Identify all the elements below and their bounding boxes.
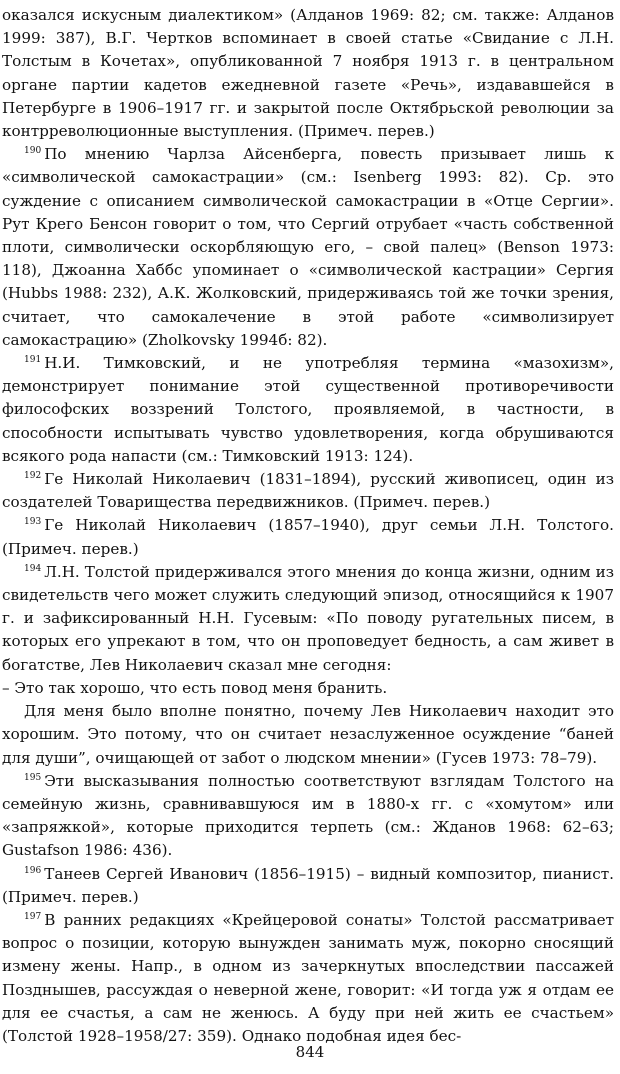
page-number: 844 xyxy=(295,1043,325,1061)
footnote-number: 197 xyxy=(24,911,42,922)
quote-line: – Это так хорошо, что есть повод меня бранить. xyxy=(2,678,388,697)
footnote-196: $^{196}$ Танеев Сергей Иванович (1856–1915) – видный композитор, пианист. (Примеч. перев.) xyxy=(2,864,614,906)
footnote-number: 195 xyxy=(24,772,42,783)
quote-paragraph: Для меня было вполне понятно, почему Лев Николаевич находит это хорошим. Это потому, что он считает незаслуженное осуждение “баней для души”, очищающей от забот о людском мнении» (Гусев 1973: 78–79). xyxy=(2,702,614,767)
footnote-195: $^{195}$ Эти высказывания полностью соответствуют взглядам Толстого на семейную жизнь, сравнивавшуюся им в 1880-х гг. с «хомутом» или «запряжкой», которые приходится терпеть (см.: Жданов 1968: 62–63; Gustafson 1986: 436). xyxy=(2,771,614,860)
footnote-191: $^{191}$ Н.И. Тимковский, и не употребляя термина «мазохизм», демонстрирует понимание этой существенной противоречивости философских воззрений Толстого, проявляемой, в частности, в способности испытывать чувство удовлетворения, когда обрушиваются всякого рода напасти (см.: Тимковский 1913: 124). xyxy=(2,354,614,465)
footnote-number: 190 xyxy=(24,146,42,157)
footnote-194: $^{194}$ Л.Н. Толстой придерживался этого мнения до конца жизни, одним из свидетельств чего может служить следующий эпизод, относящийся к 1907 г. и зафиксированный Н.Н. Гусевым: «По поводу ругательных писем, в которых его упрекают в том, что он проповедует бедность, а сам живет в богатстве, Лев Николаевич сказал мне сегодня: xyxy=(2,562,614,674)
footnote-192: $^{192}$ Ге Николай Николаевич (1831–1894), русский живописец, один из создателей Товарищества передвижников. (Примеч. перев.) xyxy=(2,470,614,512)
footnote-197: $^{197}$ В ранних редакциях «Крейцеровой сонаты» Толстой рассматривает вопрос о позиции, которую вынужден занимать муж, покорно сносящий измену жены. Напр., в одном из зачеркнутых впоследствии пассажей Позднышев, рассуждая о неверной жене, говорит: «И тогда уж я отдам ее для ее счастья, а сам не женюсь. А буду при ней жить ее счастьем» (Толстой 1928–1958/27: 359). Однако подобная идея бес- xyxy=(2,910,614,1045)
footnote-number: 192 xyxy=(24,471,42,482)
footnote-number: 196 xyxy=(24,865,42,876)
page-text xyxy=(2,4,614,1048)
footnote-190: $^{190}$ По мнению Чарлза Айсенберга, повесть призывает лишь к «символической самокастрации» (см.: Isenberg 1993: 82). Ср. это суждение с описанием символической самокастрации в «Отце Сергии». Рут Крего Бенсон говорит о том, что Сергий отрубает «часть собственной плоти, символически оскорбляющую его, – свой палец» (Benson 1973: 118), Джоанна Хаббс упоминает о «символической кастрации» Сергия (Hubbs 1988: 232), А.К. Жолковский, придерживаясь той же точки зрения, считает, что самокалечение в этой работе «символизирует самокастрацию» (Zholkovsky 1994б: 82). xyxy=(2,145,614,349)
footnote-number: 194 xyxy=(24,563,42,574)
footnote-number: 191 xyxy=(24,355,42,366)
footnote-193: $^{193}$ Ге Николай Николаевич (1857–1940), друг семьи Л.Н. Толстого. (Примеч. перев.) xyxy=(2,516,614,558)
paragraph-continuation: оказался искусным диалектиком» (Алданов 1969: 82; см. также: Алданов 1999: 387), В.Г. Чертков вспоминает в своей статье «Свидание с Л.Н. Толстым в Кочетах», опубликованной 7 ноября 1913 г. в центральном органе партии кадетов ежедневной газете «Речь», издававшейся в Петербурге в 1906–1917 гг. и закрытой после Октябрьской революции за контрреволюционные выступления. (Примеч. перев.) xyxy=(2,6,614,141)
footnote-number: 193 xyxy=(24,517,42,528)
